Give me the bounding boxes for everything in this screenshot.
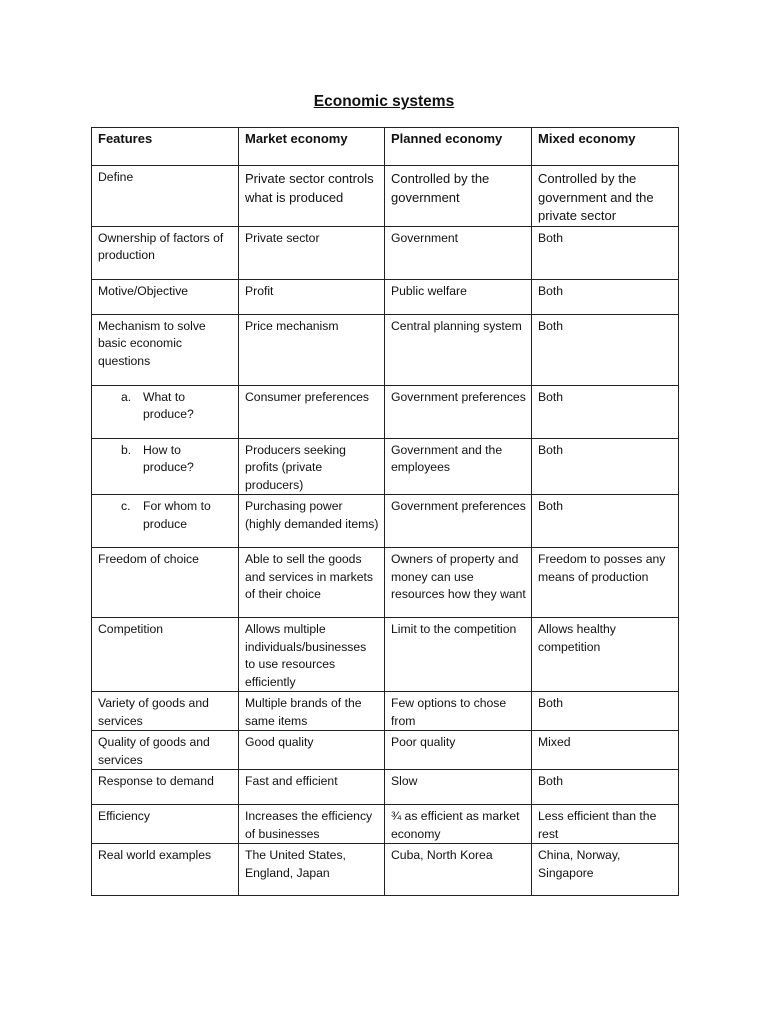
- mixed-cell: Both: [532, 314, 679, 385]
- market-cell: Multiple brands of the same items: [239, 692, 385, 731]
- mixed-cell: Both: [532, 279, 679, 314]
- feature-cell: Response to demand: [92, 770, 239, 805]
- planned-cell: Limit to the competition: [385, 618, 532, 692]
- table-row: [92, 844, 679, 896]
- market-cell: Fast and efficient: [239, 770, 385, 805]
- mixed-cell: Both: [532, 438, 679, 495]
- market-cell: Private sector controls what is produced: [239, 166, 385, 227]
- planned-cell: Government and the employees: [385, 438, 532, 495]
- table-row: [92, 495, 679, 548]
- planned-cell: Cuba, North Korea: [385, 844, 532, 896]
- feature-cell: Real world examples: [92, 844, 239, 896]
- planned-cell: Public welfare: [385, 279, 532, 314]
- planned-cell: Government preferences: [385, 495, 532, 548]
- market-cell: Allows multiple individuals/businesses to use resources efficiently: [239, 618, 385, 692]
- mixed-cell: Controlled by the government and the private sector: [532, 166, 679, 227]
- list-marker: b.: [121, 442, 132, 457]
- feature-cell: [92, 495, 239, 548]
- mixed-cell: Allows healthy competition: [532, 618, 679, 692]
- planned-cell: Owners of property and money can use resources how they want: [385, 548, 532, 618]
- mixed-cell: Both: [532, 495, 679, 548]
- table-row: [92, 438, 679, 495]
- feature-cell: Define: [92, 166, 239, 227]
- mixed-cell: Freedom to posses any means of production: [532, 548, 679, 618]
- market-cell: Consumer preferences: [239, 385, 385, 438]
- table-row: [92, 548, 679, 618]
- economic-systems-table: [91, 127, 679, 896]
- feature-cell: Quality of goods and services: [92, 731, 239, 770]
- table-row: [92, 692, 679, 731]
- table-row: [92, 618, 679, 692]
- document-title: Economic systems: [313, 93, 455, 110]
- table-row: [92, 385, 679, 438]
- market-cell: The United States, England, Japan: [239, 844, 385, 896]
- feature-cell: [92, 385, 239, 438]
- list-marker: a.: [121, 389, 132, 404]
- market-cell: Price mechanism: [239, 314, 385, 385]
- market-cell: Purchasing power (highly demanded items): [239, 495, 385, 548]
- table-row: [92, 166, 679, 227]
- list-marker: c.: [121, 499, 131, 513]
- feature-cell: Motive/Objective: [92, 279, 239, 314]
- planned-cell: Slow: [385, 770, 532, 805]
- table-row: [92, 226, 679, 279]
- planned-cell: Central planning system: [385, 314, 532, 385]
- header-market-economy: Market economy: [239, 128, 385, 166]
- table-row: [92, 805, 679, 844]
- header-planned-economy: Planned economy: [385, 128, 532, 166]
- planned-cell: Government: [385, 226, 532, 279]
- market-cell: Profit: [239, 279, 385, 314]
- table-row: [92, 731, 679, 770]
- planned-cell: Poor quality: [385, 731, 532, 770]
- feature-text: What to produce?: [143, 389, 194, 421]
- mixed-cell: Both: [532, 770, 679, 805]
- header-mixed-economy: Mixed economy: [532, 128, 679, 166]
- market-cell: Increases the efficiency of businesses: [239, 805, 385, 844]
- feature-cell: Ownership of factors of production: [92, 226, 239, 279]
- market-cell: Private sector: [239, 226, 385, 279]
- feature-text: For whom to produce: [143, 499, 211, 531]
- table-row: [92, 314, 679, 385]
- planned-cell: Government preferences: [385, 385, 532, 438]
- table-row: [92, 279, 679, 314]
- market-cell: Able to sell the goods and services in markets of their choice: [239, 548, 385, 618]
- feature-cell: Freedom of choice: [92, 548, 239, 618]
- planned-cell: ¾ as efficient as market economy: [385, 805, 532, 844]
- feature-cell: [92, 438, 239, 495]
- table-row: [92, 770, 679, 805]
- feature-cell: Competition: [92, 618, 239, 692]
- mixed-cell: Mixed: [532, 731, 679, 770]
- feature-cell: Variety of goods and services: [92, 692, 239, 731]
- mixed-cell: Both: [532, 385, 679, 438]
- feature-cell: Mechanism to solve basic economic questions: [92, 314, 239, 385]
- mixed-cell: China, Norway, Singapore: [532, 844, 679, 896]
- feature-cell: Efficiency: [92, 805, 239, 844]
- table-header-row: [92, 128, 679, 166]
- mixed-cell: Both: [532, 692, 679, 731]
- mixed-cell: Both: [532, 226, 679, 279]
- header-features: Features: [92, 128, 239, 166]
- planned-cell: Controlled by the government: [385, 166, 532, 227]
- planned-cell: Few options to chose from: [385, 692, 532, 731]
- market-cell: Producers seeking profits (private producers): [239, 438, 385, 495]
- market-cell: Good quality: [239, 731, 385, 770]
- feature-text: How to produce?: [143, 442, 194, 474]
- mixed-cell: Less efficient than the rest: [532, 805, 679, 844]
